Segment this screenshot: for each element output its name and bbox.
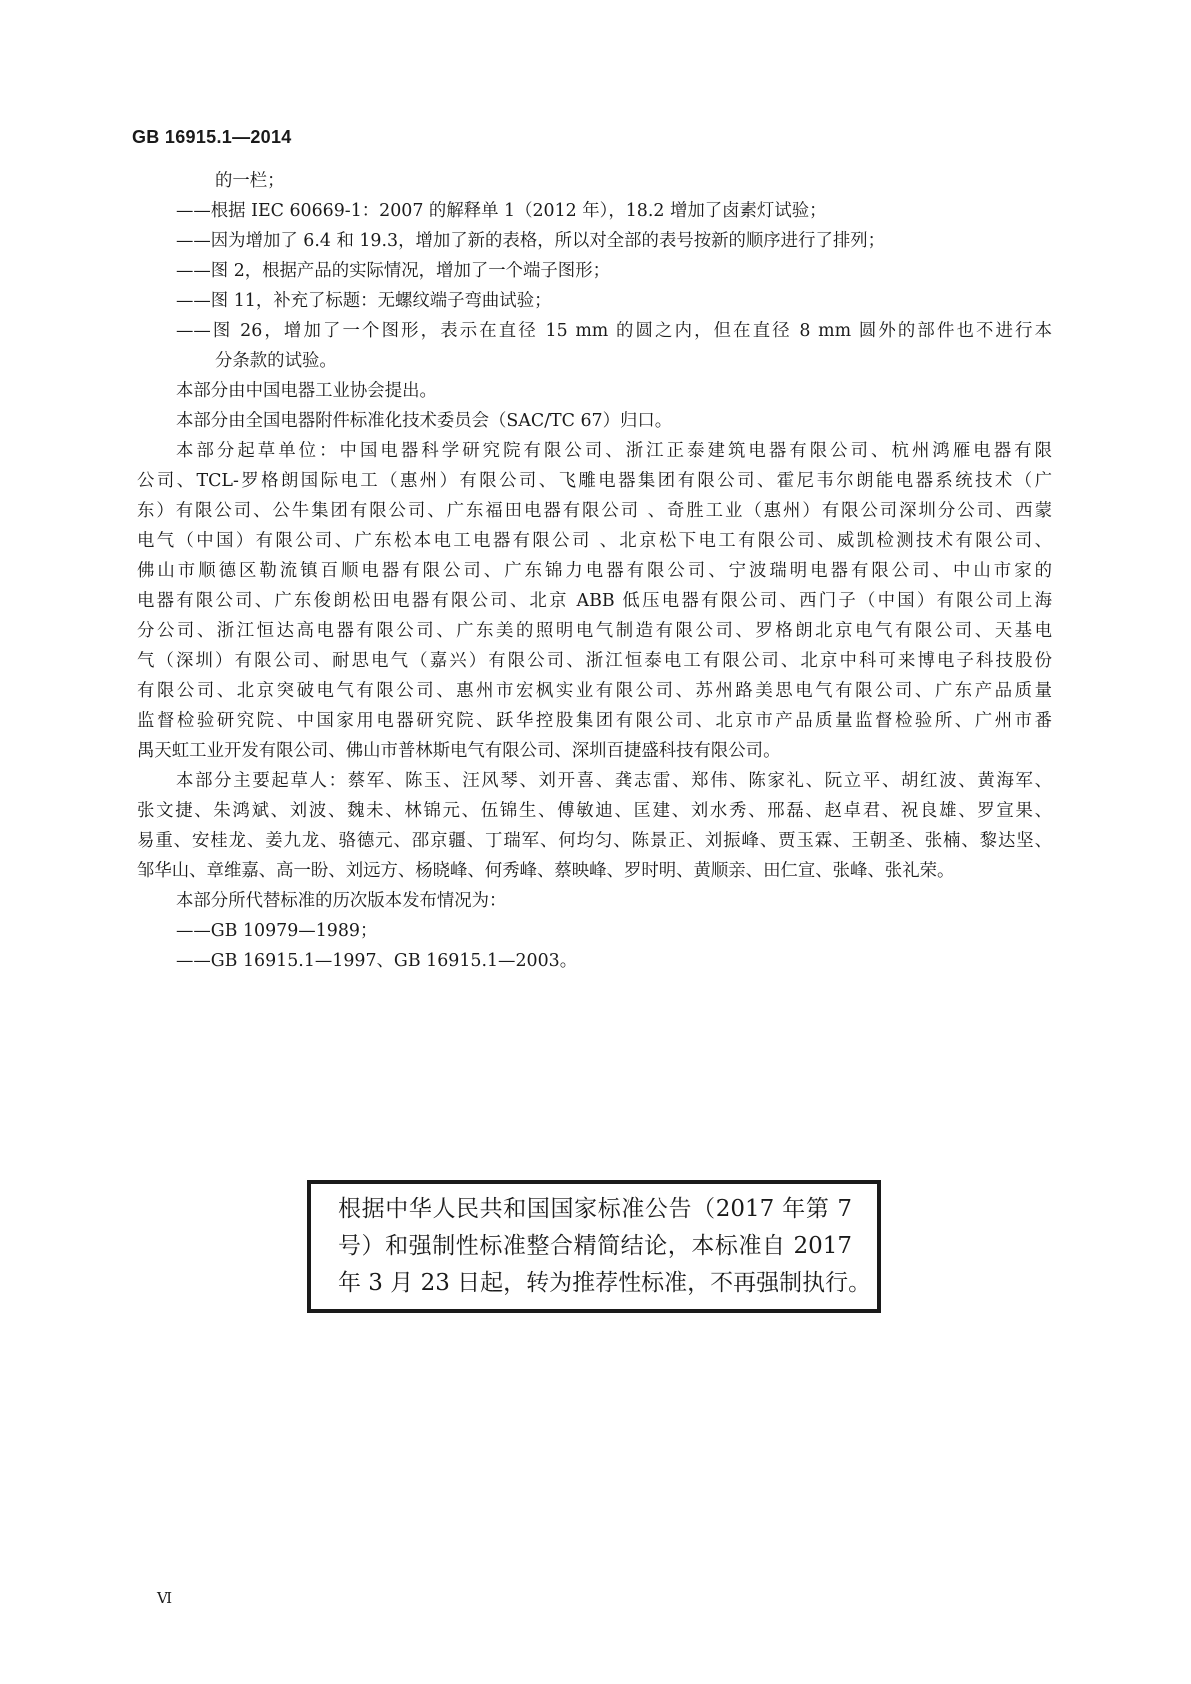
proposed-by: 本部分由中国电器工业协会提出。 xyxy=(176,381,437,401)
centralized-by: 本部分由全国电器附件标准化技术委员会（SAC/TC 67）归口。 xyxy=(176,411,673,431)
drafters-line: 邹华山、章维嘉、高一盼、刘远方、杨晓峰、何秀峰、蔡映峰、罗时明、黄顺亲、田仁宣、张峰、张礼荣。 xyxy=(137,861,955,881)
drafting-units-line: 本部分起草单位：中国电器科学研究院有限公司、浙江正泰建筑电器有限公司、杭州鸿雁电器有限 xyxy=(176,441,1052,461)
list-line: 分条款的试验。 xyxy=(215,351,337,371)
list-line: ——图 2，根据产品的实际情况，增加了一个端子图形； xyxy=(176,261,610,281)
history-line: ——GB 16915.1—1997、GB 16915.1—2003。 xyxy=(176,951,578,971)
drafters-line: 易重、安桂龙、姜九龙、骆德元、邵京疆、丁瑞军、何均匀、陈景正、刘振峰、贾玉霖、王朝圣、张楠、黎达坚、 xyxy=(137,831,1052,851)
drafting-units-line: 有限公司、北京突破电气有限公司、惠州市宏枫实业有限公司、苏州路美思电气有限公司、广东产品质量 xyxy=(137,681,1052,701)
notice-line: 年 3 月 23 日起，转为推荐性标准，不再强制执行。 xyxy=(338,1270,872,1296)
list-line: ——因为增加了 6.4 和 19.3，增加了新的表格，所以对全部的表号按新的顺序进行了排列； xyxy=(176,231,886,251)
notice-line: 号）和强制性标准整合精简结论，本标准自 2017 xyxy=(338,1233,852,1259)
drafters-line: 张文捷、朱鸿斌、刘波、魏未、林锦元、伍锦生、傅敏迪、匡建、刘水秀、邢磊、赵卓君、祝良雄、罗宣果、 xyxy=(137,801,1052,821)
history-line: ——GB 10979—1989； xyxy=(176,921,378,941)
notice-line: 根据中华人民共和国国家标准公告（2017 年第 7 xyxy=(338,1196,852,1222)
list-line: ——图 26，增加了一个图形，表示在直径 15 mm 的圆之内，但在直径 8 mm 圆外的部件也不进行本 xyxy=(176,321,1052,341)
standard-number: GB 16915.1—2014 xyxy=(132,127,292,147)
list-line: ——根据 IEC 60669-1：2007 的解释单 1（2012 年），18.2 增加了卤素灯试验； xyxy=(176,201,827,221)
notice-box xyxy=(307,1180,881,1313)
history-intro: 本部分所代替标准的历次版本发布情况为： xyxy=(176,891,507,911)
list-line: ——图 11，补充了标题：无螺纹端子弯曲试验； xyxy=(176,291,552,311)
drafting-units-line: 公司、TCL-罗格朗国际电工（惠州）有限公司、飞雕电器集团有限公司、霍尼韦尔朗能电器系统技术（广 xyxy=(137,471,1052,491)
drafting-units-line: 气（深圳）有限公司、耐思电气（嘉兴）有限公司、浙江恒泰电工有限公司、北京中科可来博电子科技股份 xyxy=(137,651,1052,671)
drafters-line: 本部分主要起草人：蔡军、陈玉、汪风琴、刘开喜、龚志雷、郑伟、陈家礼、阮立平、胡红波、黄海军、 xyxy=(176,771,1052,791)
drafting-units-line: 禺天虹工业开发有限公司、佛山市普林斯电气有限公司、深圳百捷盛科技有限公司。 xyxy=(137,741,781,761)
drafting-units-line: 佛山市顺德区勒流镇百顺电器有限公司、广东锦力电器有限公司、宁波瑞明电器有限公司、中山市家的 xyxy=(137,561,1052,581)
page-number: Ⅵ xyxy=(157,1589,173,1607)
list-line: 的一栏； xyxy=(215,171,285,191)
drafting-units-line: 监督检验研究院、中国家用电器研究院、跃华控股集团有限公司、北京市产品质量监督检验所、广州市番 xyxy=(137,711,1052,731)
drafting-units-line: 分公司、浙江恒达高电器有限公司、广东美的照明电气制造有限公司、罗格朗北京电气有限公司、天基电 xyxy=(137,621,1052,641)
drafting-units-line: 电器有限公司、广东俊朗松田电器有限公司、北京 ABB 低压电器有限公司、西门子（中国）有限公司上海 xyxy=(137,591,1052,611)
drafting-units-line: 电气（中国）有限公司、广东松本电工电器有限公司 、北京松下电工有限公司、威凯检测技术有限公司、 xyxy=(137,531,1052,551)
drafting-units-line: 东）有限公司、公牛集团有限公司、广东福田电器有限公司 、奇胜工业（惠州）有限公司深圳分公司、西蒙 xyxy=(137,501,1052,521)
